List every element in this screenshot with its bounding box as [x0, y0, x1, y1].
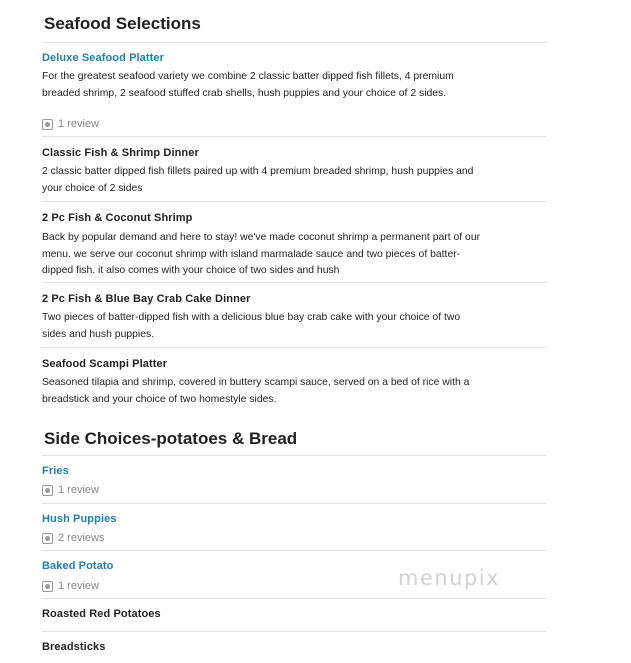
- divider: [42, 42, 547, 43]
- menu-item-deluxe-seafood-platter[interactable]: Deluxe Seafood Platter: [42, 52, 165, 64]
- review-count: 1 review: [58, 118, 99, 130]
- watermark-logo: menupix: [398, 566, 501, 590]
- menu-item-hush-puppies[interactable]: Hush Puppies: [42, 513, 117, 525]
- menu-item-description: 2 classic batter dipped fish fillets paired up with 4 premium breaded shrimp, hush puppies and your choice of 2 sides: [42, 166, 474, 194]
- divider: [42, 455, 547, 456]
- review-count: 1 review: [58, 484, 99, 496]
- menu-item-fish-coconut-shrimp: 2 Pc Fish & Coconut Shrimp: [42, 212, 193, 224]
- menu-item-roasted-red-potatoes: Roasted Red Potatoes: [42, 608, 161, 620]
- divider: [42, 282, 547, 283]
- review-star-icon: [42, 485, 53, 496]
- divider: [42, 136, 547, 137]
- menu-item-description: Seasoned tilapia and shrimp, covered in buttery scampi sauce, served on a bed of rice with a breadstick and your choice of two homestyle sides.: [42, 377, 470, 405]
- section-title-seafood: Seafood Selections: [44, 14, 201, 33]
- review-link[interactable]: [42, 484, 99, 496]
- divider: [42, 550, 547, 551]
- menu-item-fish-crab-cake: 2 Pc Fish & Blue Bay Crab Cake Dinner: [42, 293, 251, 305]
- menu-item-description: Two pieces of batter-dipped fish with a delicious blue bay crab cake with your choice of two sides and hush puppies.: [42, 312, 461, 340]
- menu-item-baked-potato[interactable]: Baked Potato: [42, 560, 114, 572]
- section-title-sides: Side Choices-potatoes & Bread: [44, 429, 298, 448]
- divider: [42, 631, 547, 632]
- menu-item-classic-fish-shrimp: Classic Fish & Shrimp Dinner: [42, 147, 199, 159]
- menu-item-description: Back by popular demand and here to stay! we've made coconut shrimp a permanent part of our menu. we serve our coconut shrimp with island marmalade sauce and two pieces of batter-dipped fish. it also comes with your choice of two sides and hush: [42, 232, 481, 276]
- menu-item-fries[interactable]: Fries: [42, 465, 69, 477]
- divider: [42, 503, 547, 504]
- menu-item-breadsticks: Breadsticks: [42, 641, 106, 653]
- review-star-icon: [42, 581, 53, 592]
- divider: [42, 598, 547, 599]
- review-link[interactable]: [42, 118, 99, 130]
- review-star-icon: [42, 119, 53, 130]
- divider: [42, 201, 547, 202]
- review-star-icon: [42, 533, 53, 544]
- review-count: 2 reviews: [58, 532, 105, 544]
- divider: [42, 347, 547, 348]
- review-link[interactable]: [42, 532, 104, 544]
- review-link[interactable]: [42, 580, 99, 592]
- review-count: 1 review: [58, 580, 99, 592]
- menu-item-seafood-scampi: Seafood Scampi Platter: [42, 358, 168, 370]
- menu-item-description: For the greatest seafood variety we combine 2 classic batter dipped fish fillets, 4 premium breaded shrimp, 2 seafood stuffed crab shells, hush puppies and your choice of 2 sides.: [42, 71, 454, 99]
